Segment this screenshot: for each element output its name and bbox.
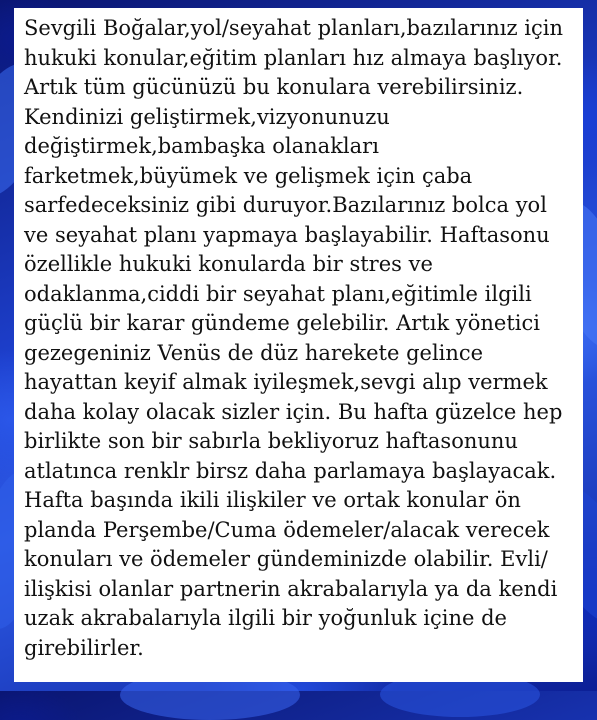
text-line: özellikle hukuki konularda bir stres ve <box>24 252 433 276</box>
text-line: girebilirler. <box>24 635 144 660</box>
text-line: daha kolay olacak sizler için. Bu hafta güzelce hep <box>24 399 563 424</box>
text-line: ilişkisi olanlar partnerin akrabalarıyla ya da kendi <box>24 576 558 601</box>
text-line: Kendinizi geliştirmek,vizyonunuzu <box>24 104 390 129</box>
text-line: Sevgili Boğalar,yol/seyahat planları,bazılarınız için <box>24 16 563 40</box>
text-line: gezegeniniz Venüs de düz harekete gelince <box>24 340 484 365</box>
text-line: Artık tüm gücünüzü bu konulara verebilirsiniz. <box>24 75 524 99</box>
text-line: planda Perşembe/Cuma ödemeler/alacak verecek <box>24 517 550 542</box>
text-card <box>14 8 583 682</box>
text-line: ve seyahat planı yapmaya başlayabilir. Haftasonu <box>24 222 550 247</box>
text-line: uzak akrabalarıyla ilgili bir yoğunluk içine de <box>24 606 507 630</box>
text-line: değiştirmek,bambaşka olanakları <box>24 134 379 158</box>
text-line: odaklanma,ciddi bir seyahat planı,eğitimle ilgili <box>24 281 532 306</box>
text-line: hukuki konular,eğitim planları hız almaya başlıyor. <box>24 45 563 70</box>
text-line: güçlü bir karar gündeme gelebilir. Artık yönetici <box>24 311 540 335</box>
text-line: sarfedeceksiniz gibi duruyor.Bazılarınız bolca yol <box>24 193 547 217</box>
text-line: atlatınca renklr birsz daha parlamaya başlayacak. <box>24 458 557 483</box>
horoscope-text <box>24 14 573 663</box>
text-line: farketmek,büyümek ve gelişmek için çaba <box>24 163 473 188</box>
text-line: Hafta başında ikili ilişkiler ve ortak konular ön <box>24 488 521 512</box>
text-line: hayattan keyif almak iyileşmek,sevgi alıp vermek <box>24 370 548 394</box>
text-line: konuları ve ödemeler gündeminizde olabilir. Evli/ <box>24 547 548 571</box>
text-line: birlikte son bir sabırla bekliyoruz haftasonunu <box>24 429 518 453</box>
